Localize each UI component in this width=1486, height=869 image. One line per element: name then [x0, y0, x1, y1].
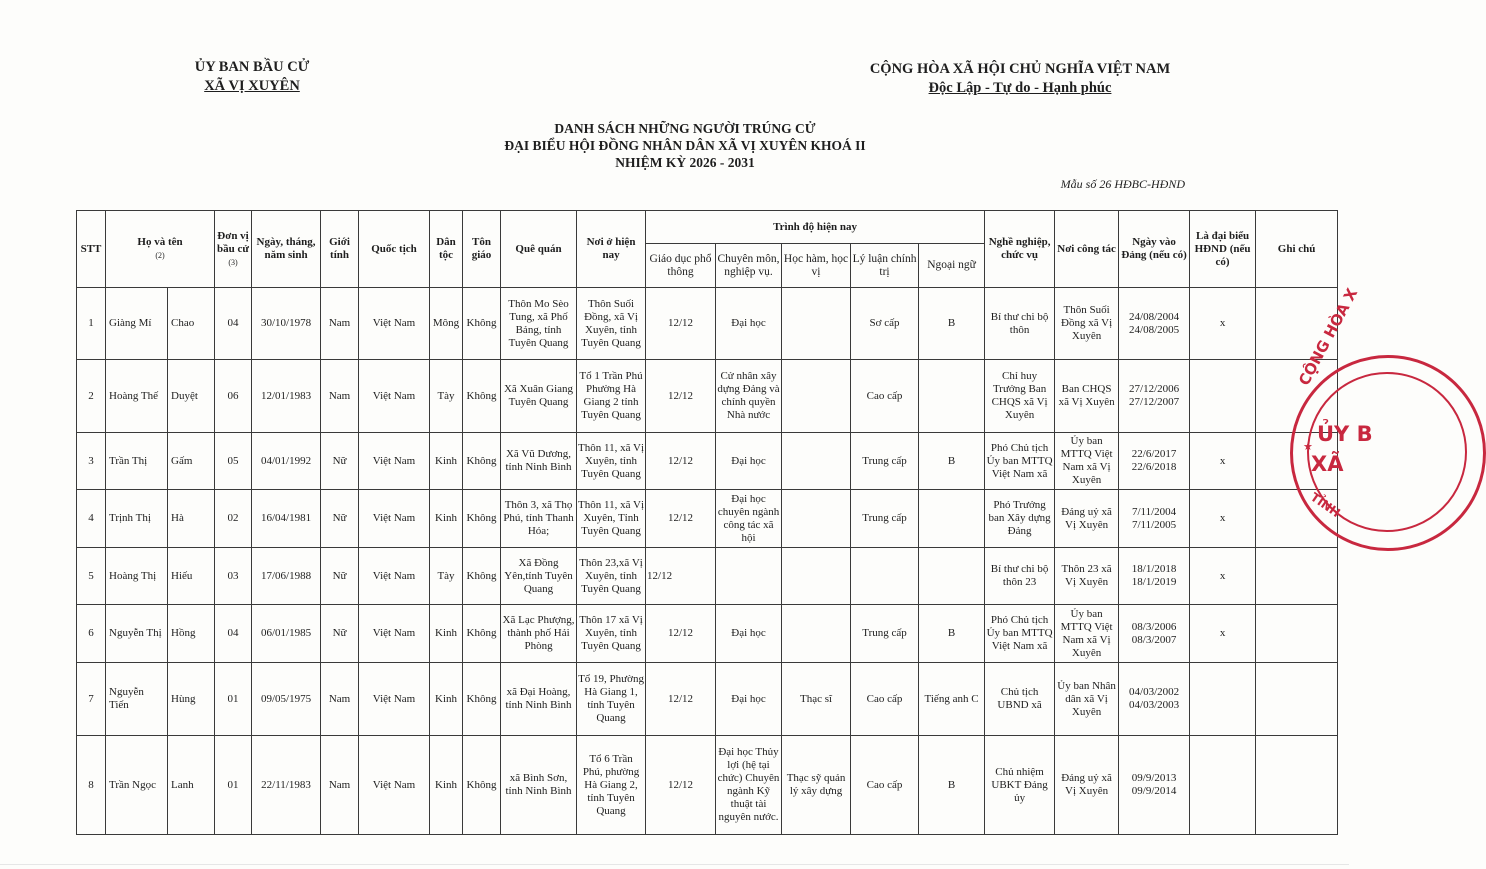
cell-residence: Tổ 6 Trần Phú, phường Hà Giang 2, tỉnh Tuyên Quang — [577, 736, 646, 835]
cell-unit: 03 — [215, 548, 252, 605]
col-delegate: Là đại biểu HĐND (nếu có) — [1190, 211, 1256, 288]
party-date-primary: 18/1/2018 — [1131, 563, 1177, 575]
cell-political: Trung cấp — [851, 490, 919, 548]
cell-specialty: Đại học — [716, 663, 782, 736]
cell-dob: 12/01/1983 — [252, 360, 321, 433]
col-residence: Nơi ở hiện nay — [577, 211, 646, 288]
cell-stt: 6 — [77, 605, 106, 663]
party-date-primary: 09/9/2013 — [1131, 772, 1177, 784]
form-number: Mẫu số 26 HĐBC-HĐND — [1060, 177, 1185, 191]
cell-last: Nguyễn Tiến — [106, 663, 168, 736]
cell-unit: 02 — [215, 490, 252, 548]
cell-general-edu: 12/12 — [646, 663, 716, 736]
cell-unit: 06 — [215, 360, 252, 433]
cell-party-date — [1119, 736, 1190, 835]
cell-language: B — [919, 736, 985, 835]
cell-general-edu: 12/12 — [646, 605, 716, 663]
cell-ethnicity: Kinh — [430, 490, 463, 548]
party-date-official: 09/9/2014 — [1131, 785, 1177, 797]
col-name-label: Họ và tên — [137, 236, 183, 248]
cell-degree — [782, 360, 851, 433]
cell-last: Trịnh Thị — [106, 490, 168, 548]
col-name-note: (2) — [155, 251, 165, 260]
cell-party-date — [1119, 548, 1190, 605]
cell-nationality: Việt Nam — [359, 288, 430, 360]
cell-last: Trần Ngọc — [106, 736, 168, 835]
party-date-primary: 04/03/2002 — [1129, 686, 1180, 698]
col-party-date: Ngày vào Đảng (nếu có) — [1119, 211, 1190, 288]
cell-first: Gấm — [168, 433, 215, 490]
cell-stt: 2 — [77, 360, 106, 433]
issuing-authority — [152, 58, 352, 96]
party-date-official: 18/1/2019 — [1131, 576, 1177, 588]
cell-note — [1256, 736, 1338, 835]
cell-political: Trung cấp — [851, 605, 919, 663]
cell-unit: 01 — [215, 663, 252, 736]
col-language: Ngoại ngữ — [919, 244, 985, 288]
cell-degree — [782, 433, 851, 490]
cell-language: B — [919, 288, 985, 360]
cell-religion: Không — [463, 736, 501, 835]
cell-first: Hùng — [168, 663, 215, 736]
cell-party-date — [1119, 490, 1190, 548]
cell-first: Hiếu — [168, 548, 215, 605]
col-dob: Ngày, tháng, năm sinh — [252, 211, 321, 288]
cell-workplace: Ủy ban Nhân dân xã Vị Xuyên — [1055, 663, 1119, 736]
cell-hometown: xã Đại Hoàng, tỉnh Ninh Bình — [501, 663, 577, 736]
cell-general-edu: 12/12 — [646, 360, 716, 433]
cell-gender: Nữ — [321, 433, 359, 490]
cell-specialty: Đại học chuyên ngành công tác xã hội — [716, 490, 782, 548]
cell-hometown: Xã Lạc Phượng, thành phố Hải Phòng — [501, 605, 577, 663]
cell-gender: Nữ — [321, 548, 359, 605]
cell-dob: 16/04/1981 — [252, 490, 321, 548]
cell-residence: Thôn 11, xã Vị Xuyên, Tỉnh Tuyên Quang — [577, 490, 646, 548]
party-date-official: 22/6/2018 — [1131, 461, 1177, 473]
col-name — [106, 211, 215, 288]
cell-residence: Thôn 11, xã Vị Xuyên, tỉnh Tuyên Quang — [577, 433, 646, 490]
cell-last: Trần Thị — [106, 433, 168, 490]
cell-general-edu: 12/12 — [646, 548, 716, 605]
cell-ethnicity: Kinh — [430, 663, 463, 736]
cell-hometown: Thôn 3, xã Thọ Phú, tỉnh Thanh Hóa; — [501, 490, 577, 548]
cell-first: Hà — [168, 490, 215, 548]
cell-delegate: x — [1190, 433, 1256, 490]
col-religion: Tôn giáo — [463, 211, 501, 288]
cell-workplace: Thôn 23 xã Vị Xuyên — [1055, 548, 1119, 605]
title-line-1: DANH SÁCH NHỮNG NGƯỜI TRÚNG CỬ — [554, 121, 816, 136]
cell-hometown: Xã Xuân Giang Tuyên Quang — [501, 360, 577, 433]
cell-gender: Nữ — [321, 490, 359, 548]
motto: Độc Lập - Tự do - Hạnh phúc — [928, 80, 1112, 96]
table-row — [77, 736, 1338, 835]
col-unit-note: (3) — [228, 257, 238, 267]
cell-workplace: Đảng uỷ xã Vị Xuyên — [1055, 490, 1119, 548]
cell-ethnicity: Tày — [430, 360, 463, 433]
table-row — [77, 288, 1338, 360]
cell-degree — [782, 605, 851, 663]
cell-ethnicity: Kinh — [430, 605, 463, 663]
party-date-official: 27/12/2007 — [1129, 396, 1180, 408]
cell-workplace: Đảng uỷ xã Vị Xuyên — [1055, 736, 1119, 835]
cell-stt: 7 — [77, 663, 106, 736]
cell-unit: 04 — [215, 605, 252, 663]
cell-language: B — [919, 433, 985, 490]
cell-residence: Thôn 23,xã Vị Xuyên, tỉnh Tuyên Quang — [577, 548, 646, 605]
col-unit-label: Đơn vị bầu cử — [217, 229, 249, 255]
cell-political: Trung cấp — [851, 433, 919, 490]
cell-gender: Nam — [321, 288, 359, 360]
cell-unit: 01 — [215, 736, 252, 835]
party-date-primary: 24/08/2004 — [1129, 310, 1180, 323]
cell-religion: Không — [463, 433, 501, 490]
cell-dob: 30/10/1978 — [252, 288, 321, 360]
cell-occupation: Phó Chủ tịch Ủy ban MTTQ Việt Nam xã — [985, 433, 1055, 490]
cell-specialty: Đại học — [716, 605, 782, 663]
cell-political — [851, 548, 919, 605]
official-seal — [1290, 285, 1486, 551]
party-date-primary: 7/11/2004 — [1131, 505, 1177, 518]
party-date-official: 24/08/2005 — [1129, 323, 1180, 336]
cell-occupation: Bí thư chi bộ thôn — [985, 288, 1055, 360]
party-date-primary: 08/3/2006 — [1131, 620, 1177, 633]
authority-commune: XÃ VỊ XUYÊN — [204, 78, 300, 94]
cell-general-edu: 12/12 — [646, 490, 716, 548]
cell-political: Cao cấp — [851, 736, 919, 835]
cell-hometown: Xã Vũ Dương, tỉnh Ninh Bình — [501, 433, 577, 490]
cell-hometown: Thôn Mo Sèo Tung, xã Phố Bảng, tỉnh Tuyên Quang — [501, 288, 577, 360]
cell-unit: 04 — [215, 288, 252, 360]
party-date-primary: 22/6/2017 — [1131, 448, 1177, 460]
seal-star-icon: ★ — [1303, 440, 1313, 453]
cell-ethnicity: Mông — [430, 288, 463, 360]
cell-residence: Thôn Suối Đồng, xã Vị Xuyên, tỉnh Tuyên Quang — [577, 288, 646, 360]
col-general-edu: Giáo dục phổ thông — [646, 244, 716, 288]
table-row — [77, 663, 1338, 736]
cell-religion: Không — [463, 548, 501, 605]
cell-delegate — [1190, 736, 1256, 835]
cell-party-date — [1119, 433, 1190, 490]
cell-first: Duyệt — [168, 360, 215, 433]
cell-dob: 17/06/1988 — [252, 548, 321, 605]
cell-first: Lanh — [168, 736, 215, 835]
elected-delegates-table — [76, 210, 1338, 835]
cell-language — [919, 360, 985, 433]
cell-specialty: Đại học — [716, 433, 782, 490]
cell-religion: Không — [463, 663, 501, 736]
table-row — [77, 548, 1338, 605]
cell-ethnicity: Tày — [430, 548, 463, 605]
cell-last: Hoàng Thị — [106, 548, 168, 605]
cell-language — [919, 548, 985, 605]
cell-language: Tiếng anh C — [919, 663, 985, 736]
cell-unit: 05 — [215, 433, 252, 490]
cell-occupation: Chủ tịch UBND xã — [985, 663, 1055, 736]
cell-delegate: x — [1190, 548, 1256, 605]
cell-last: Nguyễn Thị — [106, 605, 168, 663]
title-line-2: ĐẠI BIỂU HỘI ĐỒNG NHÂN DÂN XÃ VỊ XUYÊN KHOÁ II — [504, 138, 866, 153]
col-stt: STT — [77, 211, 106, 288]
cell-dob: 22/11/1983 — [252, 736, 321, 835]
country-name: CỘNG HÒA XÃ HỘI CHỦ NGHĨA VIỆT NAM — [869, 61, 1171, 77]
cell-occupation: Bí thư chi bộ thôn 23 — [985, 548, 1055, 605]
cell-last: Hoàng Thế — [106, 360, 168, 433]
cell-workplace: Thôn Suối Đồng xã Vị Xuyên — [1055, 288, 1119, 360]
cell-dob: 04/01/1992 — [252, 433, 321, 490]
cell-stt: 5 — [77, 548, 106, 605]
cell-general-edu: 12/12 — [646, 433, 716, 490]
authority-name: ỦY BAN BẦU CỬ — [194, 59, 310, 75]
col-note: Ghi chú — [1256, 211, 1338, 288]
cell-degree: Thạc sĩ — [782, 663, 851, 736]
cell-religion: Không — [463, 288, 501, 360]
cell-degree: Thạc sỹ quản lý xây dựng — [782, 736, 851, 835]
cell-degree — [782, 548, 851, 605]
cell-occupation: Phó Trưởng ban Xây dựng Đảng — [985, 490, 1055, 548]
cell-specialty: Đại học — [716, 288, 782, 360]
cell-gender: Nữ — [321, 605, 359, 663]
cell-gender: Nam — [321, 736, 359, 835]
cell-workplace: Ủy ban MTTQ Việt Nam xã Vị Xuyên — [1055, 605, 1119, 663]
cell-occupation: Phó Chủ tịch Ủy ban MTTQ Việt Nam xã — [985, 605, 1055, 663]
cell-dob: 06/01/1985 — [252, 605, 321, 663]
cell-political: Cao cấp — [851, 360, 919, 433]
page-edge — [0, 864, 1349, 865]
cell-residence: Tổ 1 Trần Phú Phường Hà Giang 2 tỉnh Tuyên Quang — [577, 360, 646, 433]
cell-stt: 1 — [77, 288, 106, 360]
document-title — [455, 120, 915, 171]
cell-occupation: Chủ nhiệm UBKT Đảng ủy — [985, 736, 1055, 835]
col-hometown: Quê quán — [501, 211, 577, 288]
cell-workplace: Ủy ban MTTQ Việt Nam xã Vị Xuyên — [1055, 433, 1119, 490]
col-ethnicity: Dân tộc — [430, 211, 463, 288]
table-row — [77, 605, 1338, 663]
table-row — [77, 433, 1338, 490]
cell-delegate — [1190, 663, 1256, 736]
cell-hometown: Xã Đồng Yên,tỉnh Tuyên Quang — [501, 548, 577, 605]
cell-note — [1256, 663, 1338, 736]
cell-religion: Không — [463, 605, 501, 663]
seal-text-1: CỘNG HÒA X — [1295, 285, 1362, 389]
cell-first: Hồng — [168, 605, 215, 663]
col-unit — [215, 211, 252, 288]
cell-party-date — [1119, 663, 1190, 736]
cell-last: Giàng Mí — [106, 288, 168, 360]
cell-delegate: x — [1190, 605, 1256, 663]
col-education-group: Trình độ hiện nay — [646, 211, 985, 244]
cell-nationality: Việt Nam — [359, 548, 430, 605]
cell-first: Chao — [168, 288, 215, 360]
cell-nationality: Việt Nam — [359, 433, 430, 490]
title-line-3: NHIỆM KỲ 2026 - 2031 — [615, 155, 755, 170]
cell-hometown: xã Bình Sơn, tỉnh Ninh Bình — [501, 736, 577, 835]
cell-delegate: x — [1190, 490, 1256, 548]
cell-language: B — [919, 605, 985, 663]
cell-religion: Không — [463, 490, 501, 548]
cell-nationality: Việt Nam — [359, 736, 430, 835]
cell-party-date — [1119, 605, 1190, 663]
cell-specialty: Cử nhân xây dựng Đảng và chính quyền Nhà nước — [716, 360, 782, 433]
cell-delegate — [1190, 360, 1256, 433]
national-motto — [840, 60, 1200, 98]
cell-stt: 3 — [77, 433, 106, 490]
col-specialty: Chuyên môn, nghiệp vụ. — [716, 244, 782, 288]
cell-occupation: Chỉ huy Trưởng Ban CHQS xã Vị Xuyên — [985, 360, 1055, 433]
cell-political: Cao cấp — [851, 663, 919, 736]
cell-degree — [782, 490, 851, 548]
party-date-official: 7/11/2005 — [1131, 518, 1177, 531]
table-row — [77, 360, 1338, 433]
seal-text-4: TỈNH — [1307, 489, 1343, 521]
cell-religion: Không — [463, 360, 501, 433]
cell-nationality: Việt Nam — [359, 663, 430, 736]
party-date-official: 08/3/2007 — [1131, 633, 1177, 646]
col-degree: Học hàm, học vị — [782, 244, 851, 288]
party-date-primary: 27/12/2006 — [1129, 383, 1180, 395]
cell-stt: 8 — [77, 736, 106, 835]
cell-political: Sơ cấp — [851, 288, 919, 360]
cell-ethnicity: Kinh — [430, 433, 463, 490]
cell-delegate: x — [1190, 288, 1256, 360]
cell-general-edu: 12/12 — [646, 736, 716, 835]
cell-nationality: Việt Nam — [359, 490, 430, 548]
cell-gender: Nam — [321, 663, 359, 736]
cell-note — [1256, 548, 1338, 605]
seal-text-3: XÃ — [1311, 452, 1344, 476]
cell-stt: 4 — [77, 490, 106, 548]
col-workplace: Nơi công tác — [1055, 211, 1119, 288]
cell-workplace: Ban CHQS xã Vị Xuyên — [1055, 360, 1119, 433]
col-nationality: Quốc tịch — [359, 211, 430, 288]
cell-ethnicity: Kinh — [430, 736, 463, 835]
cell-party-date — [1119, 288, 1190, 360]
cell-party-date — [1119, 360, 1190, 433]
col-occupation: Nghề nghiệp, chức vụ — [985, 211, 1055, 288]
cell-specialty: Đại học Thủy lợi (hệ tại chức) Chuyên ngành Kỹ thuật tài nguyên nước. — [716, 736, 782, 835]
cell-gender: Nam — [321, 360, 359, 433]
cell-nationality: Việt Nam — [359, 605, 430, 663]
cell-residence: Thôn 17 xã Vị Xuyên, tỉnh Tuyên Quang — [577, 605, 646, 663]
cell-specialty — [716, 548, 782, 605]
cell-degree — [782, 288, 851, 360]
cell-note — [1256, 605, 1338, 663]
col-political: Lý luận chính trị — [851, 244, 919, 288]
cell-language — [919, 490, 985, 548]
col-gender: Giới tính — [321, 211, 359, 288]
cell-nationality: Việt Nam — [359, 360, 430, 433]
cell-residence: Tổ 19, Phường Hà Giang 1, tỉnh Tuyên Quang — [577, 663, 646, 736]
table-row — [77, 490, 1338, 548]
cell-dob: 09/05/1975 — [252, 663, 321, 736]
seal-text-2: ỦY B — [1317, 422, 1373, 446]
cell-general-edu: 12/12 — [646, 288, 716, 360]
party-date-official: 04/03/2003 — [1129, 699, 1180, 711]
